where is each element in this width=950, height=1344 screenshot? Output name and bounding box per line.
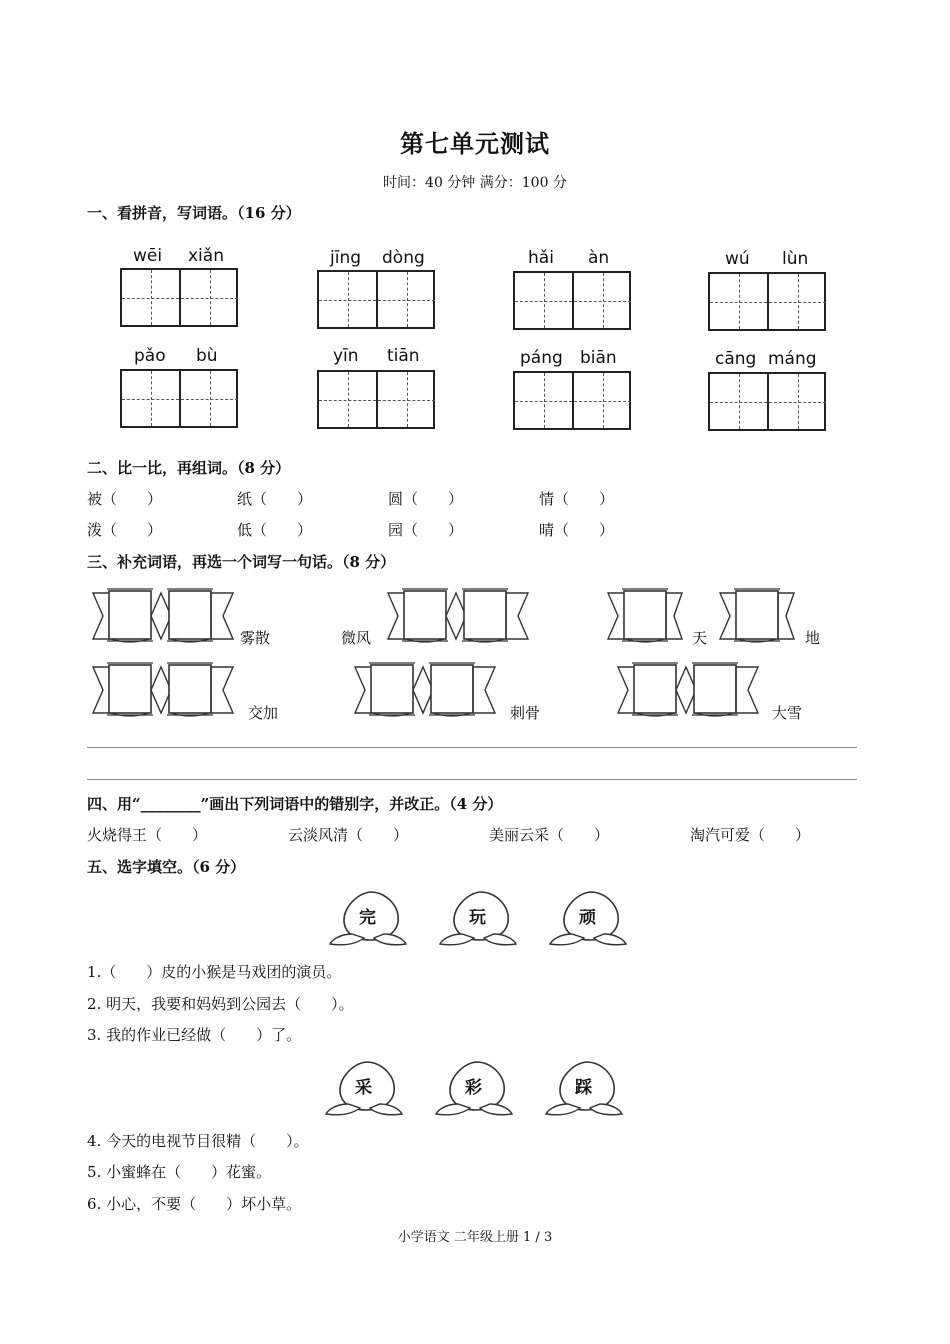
section3-heading: 三、补充词语，再选一个词写一句话。（8 分） [87, 553, 396, 571]
section5-heading: 五、选字填空。（6 分） [87, 858, 246, 876]
typo-item: 淘汽可爱（ ） [690, 826, 811, 844]
fill-question: 2. 明天，我要和妈妈到公园去（ ）。 [87, 995, 354, 1013]
compare-item: 低（ ） [237, 521, 313, 539]
peach-char: 顽 [579, 908, 596, 928]
pinyin: wú [725, 249, 750, 269]
pinyin: dòng [382, 248, 425, 268]
idiom-part: 天 [692, 629, 708, 647]
writing-grid[interactable] [708, 272, 826, 331]
pinyin: jīng [330, 248, 362, 268]
section1-heading: 一、看拼音，写词语。（16 分） [87, 204, 301, 222]
ribbon-boxes [0, 575, 950, 725]
page-title: 第七单元测试 [400, 129, 550, 158]
pinyin: àn [588, 248, 610, 268]
writing-grid[interactable] [317, 270, 435, 329]
writing-grid[interactable] [120, 369, 238, 428]
writing-grid[interactable] [513, 271, 631, 330]
pinyin: bù [196, 346, 218, 366]
section2-heading: 二、比一比，再组词。（8 分） [87, 459, 291, 477]
fill-question: 3. 我的作业已经做（ ）了。 [87, 1026, 302, 1044]
page-footer: 小学语文 二年级上册 1 / 3 [397, 1230, 553, 1245]
fill-question: 4. 今天的电视节目很精（ ）。 [87, 1132, 309, 1150]
compare-item: 泼（ ） [87, 521, 163, 539]
peach-char: 彩 [465, 1078, 482, 1098]
pinyin: máng [768, 349, 817, 369]
typo-item: 火烧得王（ ） [87, 826, 208, 844]
compare-item: 园（ ） [388, 521, 464, 539]
compare-item: 晴（ ） [539, 521, 615, 539]
answer-line[interactable] [87, 779, 857, 780]
section4-heading: 四、用“________”画出下列词语中的错别字，并改正。（4 分） [87, 795, 503, 813]
compare-item: 被（ ） [87, 490, 163, 508]
compare-item: 圆（ ） [388, 490, 464, 508]
idiom-part: 交加 [248, 704, 279, 722]
pinyin: biān [580, 348, 617, 368]
idiom-part: 地 [805, 629, 821, 647]
pinyin: pǎo [134, 346, 166, 366]
idiom-part: 刺骨 [510, 704, 541, 722]
idiom-part: 大雪 [772, 704, 803, 722]
exam-info: 时间：40 分钟 满分：100 分 [383, 175, 567, 191]
pinyin: wēi [133, 246, 163, 266]
pinyin: lùn [782, 249, 809, 269]
idiom-part: 雾散 [240, 629, 271, 647]
peach-char: 玩 [469, 908, 486, 928]
fill-question: 6. 小心，不要（ ）坏小草。 [87, 1195, 302, 1213]
writing-grid[interactable] [120, 268, 238, 327]
peach-char: 踩 [575, 1078, 592, 1098]
compare-item: 情（ ） [539, 490, 615, 508]
pinyin: páng [520, 348, 563, 368]
writing-grid[interactable] [708, 372, 826, 431]
pinyin: cāng [715, 349, 757, 369]
peach-char: 采 [355, 1078, 372, 1098]
fill-question: 1.（ ）皮的小猴是马戏团的演员。 [87, 963, 342, 981]
writing-grid[interactable] [513, 371, 631, 430]
compare-item: 纸（ ） [237, 490, 313, 508]
peach-char: 完 [359, 908, 376, 928]
idiom-part: 微风 [341, 629, 372, 647]
pinyin: hǎi [528, 248, 554, 268]
pinyin: yīn [333, 346, 359, 366]
typo-item: 美丽云采（ ） [489, 826, 610, 844]
answer-line[interactable] [87, 747, 857, 748]
writing-grid[interactable] [317, 370, 435, 429]
pinyin: xiǎn [188, 246, 224, 266]
typo-item: 云淡风清（ ） [288, 826, 409, 844]
pinyin: tiān [387, 346, 420, 366]
fill-question: 5. 小蜜蜂在（ ）花蜜。 [87, 1163, 272, 1181]
